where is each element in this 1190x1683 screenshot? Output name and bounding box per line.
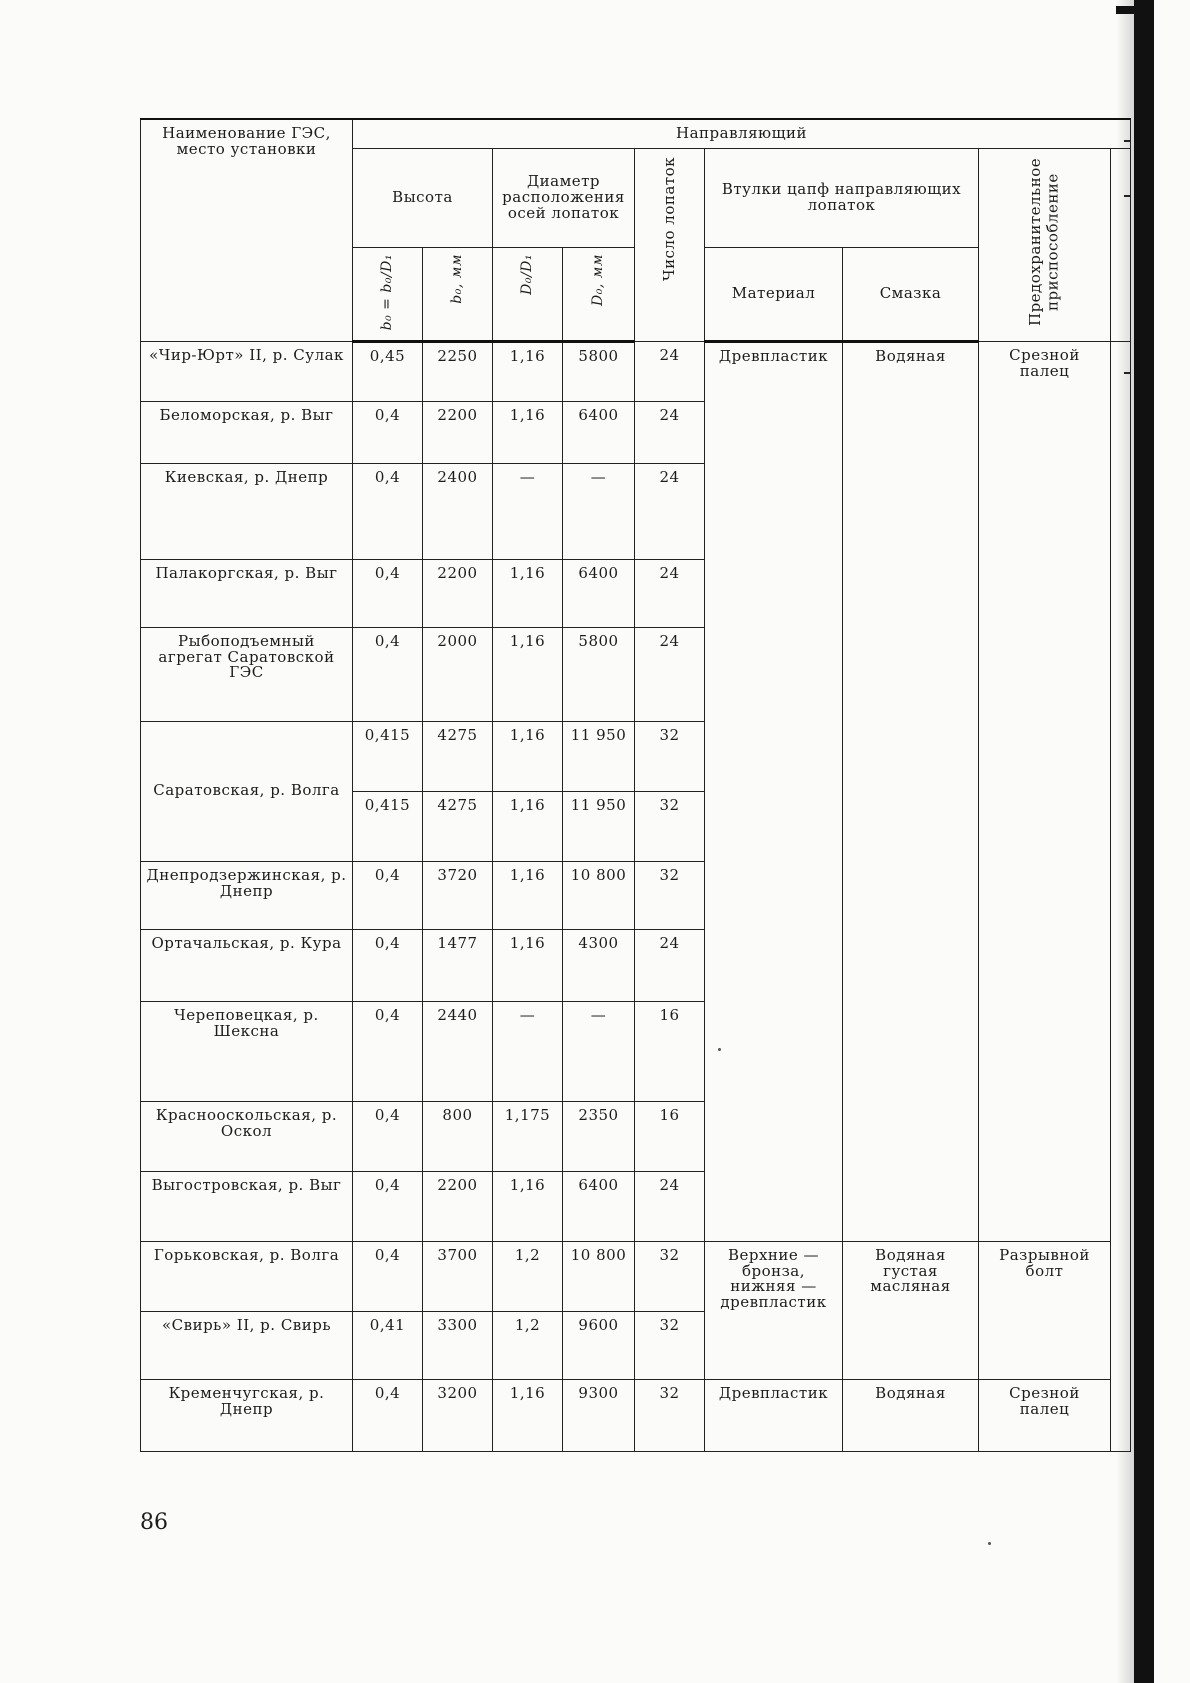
blade-count: 24 (635, 341, 705, 401)
table-row (141, 1379, 1131, 1451)
station-name: «Чир-Юрт» II, р. Сулак (141, 341, 353, 401)
station-name: Рыбоподъемный агрегат Саратовской ГЭС (141, 627, 353, 721)
station-name: Саратовская, р. Волга (141, 721, 353, 861)
station-name: Днепродзержинская, р. Днепр (141, 861, 353, 929)
b0-mm: 1477 (423, 929, 493, 1001)
D0-mm: 11 950 (563, 791, 635, 861)
header-D0-rel: D₀/D₁ (519, 253, 536, 295)
page-number: 86 (140, 1510, 168, 1535)
header-D0-mm: D₀, мм (590, 253, 607, 306)
station-name: Беломорская, р. Выг (141, 401, 353, 463)
b0-mm: 800 (423, 1101, 493, 1171)
D0-rel: — (493, 1001, 563, 1101)
station-name: Выгостровская, р. Выг (141, 1171, 353, 1241)
b0-rel: 0,4 (353, 463, 423, 559)
D0-rel: 1,2 (493, 1241, 563, 1311)
D0-mm: 5800 (563, 341, 635, 401)
station-name: Кременчугская, р. Днепр (141, 1379, 353, 1451)
D0-rel: 1,16 (493, 627, 563, 721)
b0-mm: 2200 (423, 559, 493, 627)
blade-count: 24 (635, 627, 705, 721)
page-edge-notch (1116, 6, 1134, 14)
D0-rel: 1,175 (493, 1101, 563, 1171)
D0-rel: 1,16 (493, 1379, 563, 1451)
b0-rel: 0,4 (353, 401, 423, 463)
header-material: Материал (705, 247, 843, 341)
blade-count: 32 (635, 1311, 705, 1379)
lubrication-group-1: Водяная (843, 341, 979, 1241)
b0-mm: 2200 (423, 401, 493, 463)
page-edge-shadow (1134, 0, 1154, 1683)
blade-count: 24 (635, 559, 705, 627)
b0-mm: 2440 (423, 1001, 493, 1101)
material-group-1: Древпластик (705, 341, 843, 1241)
b0-mm: 3720 (423, 861, 493, 929)
b0-rel: 0,41 (353, 1311, 423, 1379)
b0-mm: 2250 (423, 341, 493, 401)
header-b0-rel: b₀ = b₀/D₁ (379, 253, 396, 331)
header-D0-rel-cell (493, 247, 563, 341)
D0-rel: 1,16 (493, 721, 563, 791)
b0-mm: 2000 (423, 627, 493, 721)
D0-rel: 1,16 (493, 861, 563, 929)
turbine-guide-vane-table (140, 118, 1131, 1452)
b0-rel: 0,415 (353, 721, 423, 791)
D0-mm: 6400 (563, 401, 635, 463)
b0-rel: 0,415 (353, 791, 423, 861)
D0-rel: 1,16 (493, 1171, 563, 1241)
D0-mm: 6400 (563, 559, 635, 627)
safety-group-1: Срезной палец (979, 341, 1111, 1241)
b0-mm: 2200 (423, 1171, 493, 1241)
D0-rel: 1,16 (493, 341, 563, 401)
b0-mm: 3700 (423, 1241, 493, 1311)
station-name: Горьковская, р. Волга (141, 1241, 353, 1311)
b0-rel: 0,4 (353, 1101, 423, 1171)
scan-speck (988, 1542, 991, 1545)
b0-rel: 0,4 (353, 627, 423, 721)
D0-mm: 10 800 (563, 1241, 635, 1311)
b0-rel: 0,4 (353, 559, 423, 627)
D0-mm: — (563, 463, 635, 559)
D0-rel: 1,2 (493, 1311, 563, 1379)
D0-mm: 2350 (563, 1101, 635, 1171)
b0-mm: 3200 (423, 1379, 493, 1451)
D0-mm: 9600 (563, 1311, 635, 1379)
header-diameter: Диаметр расположения осей лопаток (493, 148, 635, 247)
material-group-3: Древпластик (705, 1379, 843, 1451)
header-height: Высота (353, 148, 493, 247)
blade-count: 32 (635, 1379, 705, 1451)
station-name: Ортачальская, р. Кура (141, 929, 353, 1001)
station-name: Краснооскольская, р. Оскол (141, 1101, 353, 1171)
D0-rel: — (493, 463, 563, 559)
b0-rel: 0,4 (353, 1241, 423, 1311)
header-b0-rel-cell (353, 247, 423, 341)
header-D0-mm-cell (563, 247, 635, 341)
D0-mm: 6400 (563, 1171, 635, 1241)
blade-count: 16 (635, 1001, 705, 1101)
header-guide-apparatus: Направляющий (353, 119, 1131, 148)
b0-rel: 0,4 (353, 861, 423, 929)
b0-mm: 4275 (423, 721, 493, 791)
header-station-name: Наименование ГЭС, место установки (141, 119, 353, 341)
b0-rel: 0,4 (353, 1001, 423, 1101)
b0-rel: 0,4 (353, 929, 423, 1001)
blade-count: 24 (635, 1171, 705, 1241)
D0-mm: — (563, 1001, 635, 1101)
blade-count: 24 (635, 929, 705, 1001)
header-blade-count-cell (635, 148, 705, 341)
table-row (141, 341, 1131, 401)
b0-mm: 3300 (423, 1311, 493, 1379)
blade-count: 16 (635, 1101, 705, 1171)
blade-count: 32 (635, 861, 705, 929)
D0-rel: 1,16 (493, 401, 563, 463)
b0-rel: 0,45 (353, 341, 423, 401)
header-b0-mm-cell (423, 247, 493, 341)
station-name: Киевская, р. Днепр (141, 463, 353, 559)
lubrication-group-2: Водяная густая масляная (843, 1241, 979, 1379)
table-row (141, 1241, 1131, 1311)
blade-count: 24 (635, 463, 705, 559)
D0-mm: 11 950 (563, 721, 635, 791)
header-blade-count: Число лопаток (659, 156, 678, 281)
b0-rel: 0,4 (353, 1171, 423, 1241)
header-bushings: Втулки цапф направляющих лопаток (705, 148, 979, 247)
safety-group-2: Разрывной болт (979, 1241, 1111, 1379)
blade-count: 32 (635, 791, 705, 861)
material-group-2: Верхние — бронза, нижняя — древпластик (705, 1241, 843, 1379)
station-name: Череповецкая, р. Шексна (141, 1001, 353, 1101)
blade-count: 32 (635, 1241, 705, 1311)
D0-mm: 9300 (563, 1379, 635, 1451)
header-safety-device: Предохранительное приспособление (1026, 157, 1062, 326)
b0-mm: 4275 (423, 791, 493, 861)
header-lubrication: Смазка (843, 247, 979, 341)
header-b0-mm: b₀, мм (449, 253, 466, 304)
blade-count: 32 (635, 721, 705, 791)
lubrication-group-3: Водяная (843, 1379, 979, 1451)
safety-group-3: Срезной палец (979, 1379, 1111, 1451)
D0-mm: 4300 (563, 929, 635, 1001)
b0-rel: 0,4 (353, 1379, 423, 1451)
D0-mm: 10 800 (563, 861, 635, 929)
station-name: «Свирь» II, р. Свирь (141, 1311, 353, 1379)
blade-count: 24 (635, 401, 705, 463)
b0-mm: 2400 (423, 463, 493, 559)
D0-rel: 1,16 (493, 929, 563, 1001)
station-name: Палакоргская, р. Выг (141, 559, 353, 627)
D0-mm: 5800 (563, 627, 635, 721)
header-safety-device-cell (979, 148, 1111, 341)
cut-column-body (1111, 341, 1131, 1451)
header-cut-column (1111, 148, 1131, 341)
D0-rel: 1,16 (493, 791, 563, 861)
D0-rel: 1,16 (493, 559, 563, 627)
